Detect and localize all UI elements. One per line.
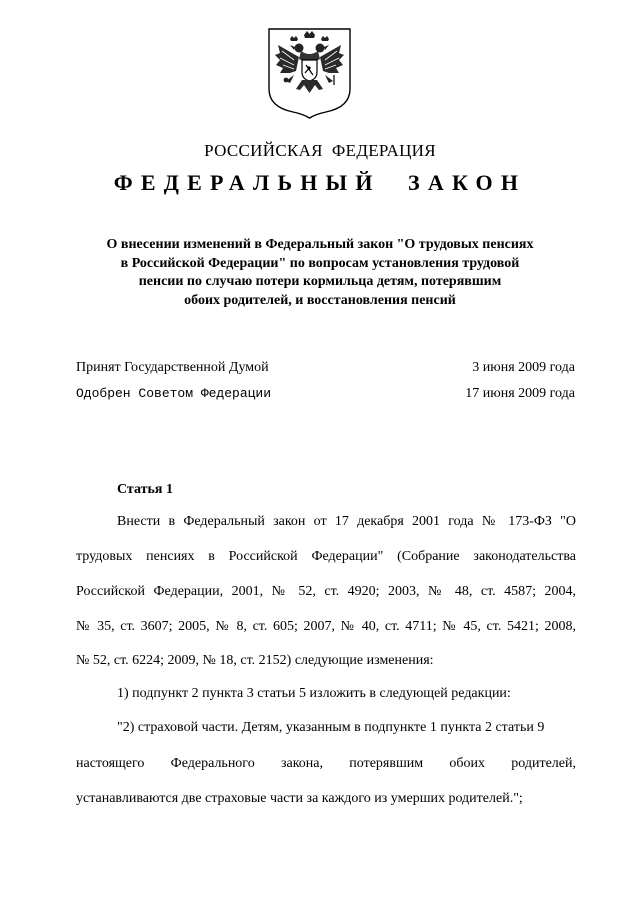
- article-line: Внести в Федеральный закон от 17 декабря 2001 года № 173-ФЗ "О: [117, 514, 576, 529]
- adoption-row-council: [76, 386, 575, 406]
- article-line: устанавливаются две страховые части за каждого из умерших родителей.";: [76, 791, 523, 806]
- article-line: 1) подпункт 2 пункта 3 статьи 5 изложить в следующей редакции:: [117, 686, 511, 701]
- council-approval-label: Одобрен Советом Федерации: [76, 386, 272, 401]
- council-approval-date: 17 июня 2009 года: [465, 386, 575, 401]
- adoption-row-duma: [76, 360, 575, 380]
- article-line: трудовых пенсиях в Российской Федерации" (Собрание законодательства: [76, 549, 576, 564]
- duma-adoption-date: 3 июня 2009 года: [472, 360, 575, 375]
- article-line: Российской Федерации, 2001, № 52, ст. 4920; 2003, № 48, ст. 4587; 2004,: [76, 584, 576, 599]
- subject-line: в Российской Федерации" по вопросам установления трудовой: [120, 255, 520, 271]
- article-line: настоящего Федерального закона, потерявшим обоих родителей,: [76, 756, 576, 771]
- article-line: № 52, ст. 6224; 2009, № 18, ст. 2152) следующие изменения:: [76, 653, 434, 668]
- law-title: ФЕДЕРАЛЬНЫЙ ЗАКОН: [113, 170, 527, 195]
- article-line: № 35, ст. 3607; 2005, № 8, ст. 605; 2007, № 40, ст. 4711; № 45, ст. 5421; 2008,: [76, 619, 576, 634]
- subject-line: обоих родителей, и восстановления пенсий: [184, 292, 456, 308]
- double-headed-eagle-icon: [266, 27, 353, 119]
- country-heading: РОССИЙСКАЯ ФЕДЕРАЦИЯ: [204, 141, 436, 160]
- coat-of-arms-emblem: [266, 27, 353, 119]
- law-subject: [0, 236, 640, 310]
- subject-line: О внесении изменений в Федеральный закон "О трудовых пенсиях: [106, 237, 534, 252]
- article-heading: Статья 1: [117, 482, 173, 497]
- duma-adoption-label: Принят Государственной Думой: [76, 360, 269, 375]
- article-line: "2) страховой части. Детям, указанным в подпункте 1 пункта 2 статьи 9: [117, 720, 545, 735]
- subject-line: пенсии по случаю потери кормильца детям, потерявшим: [138, 274, 502, 289]
